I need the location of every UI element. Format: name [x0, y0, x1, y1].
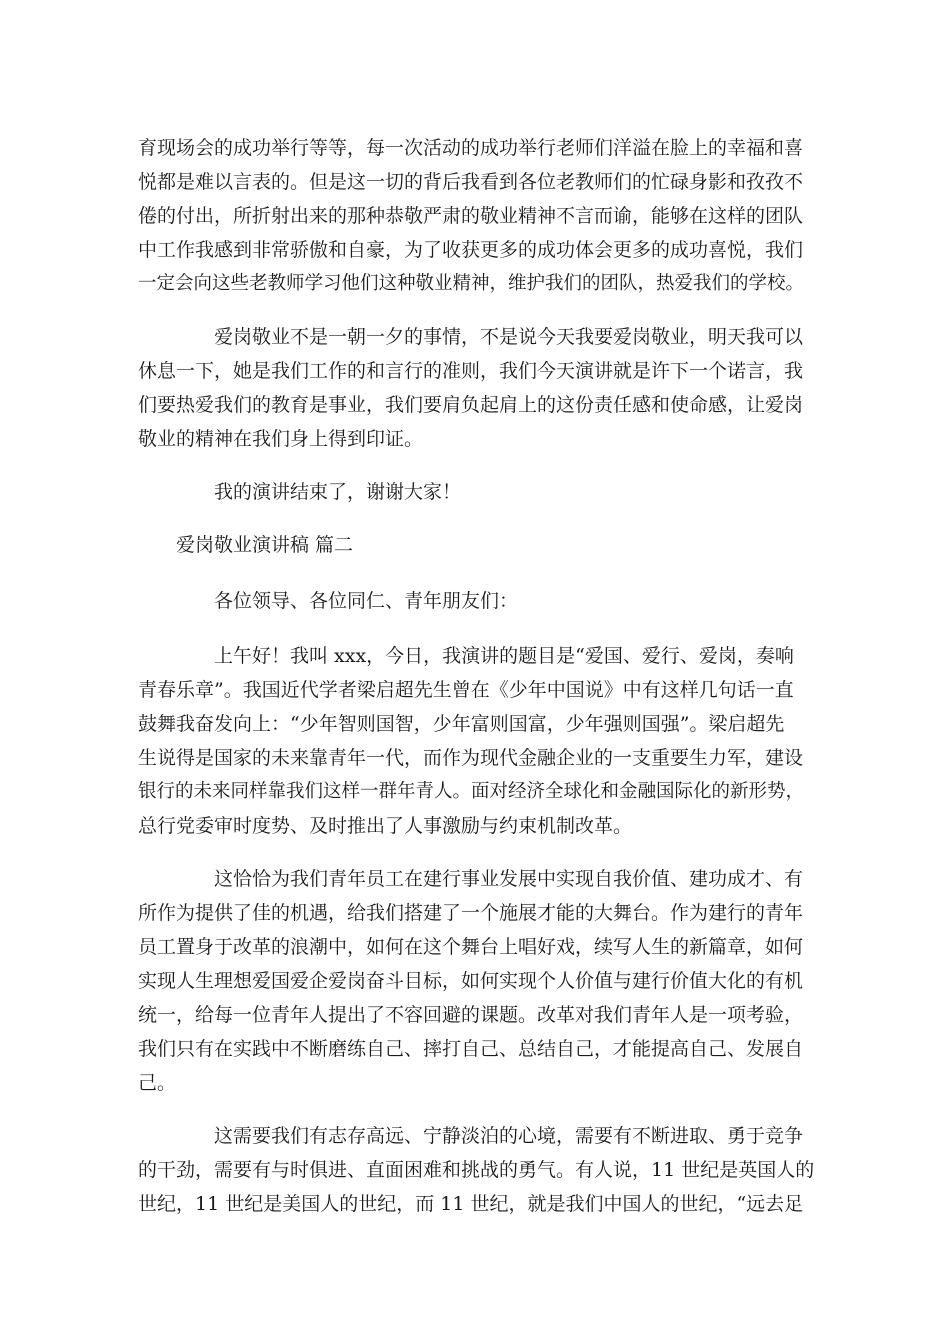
text-line: 鼓舞我奋发向上：“少年智则国智，少年富则国富，少年强则国强”。梁启超先: [138, 713, 785, 735]
text-line: 爱岗敬业不是一朝一夕的事情，不是说今天我要爱岗敬业，明天我可以: [214, 326, 804, 348]
text-line: 银行的未来同样靠我们这样一群年青人。面对经济全球化和金融国际化的新形势，: [138, 781, 805, 802]
text-line: 上午好！我叫 xxx，今日，我演讲的题目是“爱国、爱行、爱岗，奏响: [214, 645, 794, 667]
text-line: 休息一下，她是我们工作的和言行的准则，我们今天演讲就是许下一个诺言，我: [138, 360, 804, 382]
text-line: 世纪，11 世纪是美国人的世纪，而 11 世纪，就是我们中国人的世纪，“远去足: [138, 1193, 804, 1215]
text-line: 一定会向这些老教师学习他们这种敬业精神，维护我们的团队，热爱我们的学校。: [138, 273, 805, 294]
text-line: 总行党委审时度势、及时推出了人事激励与约束机制改革。: [138, 815, 633, 837]
text-line: 所作为提供了佳的机遇，给我们搭建了一个施展才能的大舞台。作为建行的青年: [138, 902, 804, 924]
text-line: 我们只有在实践中不断磨练自己、摔打自己、总结自己，才能提高自己、发展自: [138, 1038, 804, 1060]
section-heading: 爱岗敬业演讲稿 篇二: [176, 534, 354, 556]
text-line: 青春乐章”。我国近代学者梁启超先生曾在《少年中国说》中有这样几句话一直: [138, 679, 794, 701]
text-line: 我的演讲结束了，谢谢大家！: [214, 481, 462, 503]
text-line: 统一，给每一位青年人提出了不容回避的课题。改革对我们青年人是一项考验，: [138, 1004, 804, 1026]
salutation: 各位领导、各位同仁、青年朋友们：: [214, 590, 519, 612]
text-line: 的干劲，需要有与时俱进、直面困难和挑战的勇气。有人说，11 世纪是英国人的: [138, 1159, 815, 1181]
text-line: 悦都是难以言表的。但是这一切的背后我看到各位老教师们的忙碌身影和孜孜不: [138, 171, 804, 193]
text-line: 倦的付出，所折射出来的那种恭敬严肃的敬业精神不言而谕，能够在这样的团队: [138, 205, 804, 227]
text-line: 员工置身于改革的浪潮中，如何在这个舞台上唱好戏，续写人生的新篇章，如何: [138, 936, 804, 958]
text-line: 这恰恰为我们青年员工在建行事业发展中实现自我价值、建功成才、有: [214, 868, 804, 890]
text-line: 生说得是国家的未来靠青年一代，而作为现代金融企业的一支重要生力军，建设: [138, 747, 804, 769]
text-line: 们要热爱我们的教育是事业，我们要肩负起肩上的这份责任感和使命感，让爱岗: [138, 394, 804, 416]
text-line: 实现人生理想爱国爱企爱岗奋斗目标，如何实现个人价值与建行价值大化的有机: [138, 970, 804, 992]
text-line: 这需要我们有志存高远、宁静淡泊的心境，需要有不断进取、勇于竞争: [214, 1125, 804, 1147]
text-line: 敬业的精神在我们身上得到印证。: [138, 428, 424, 450]
text-line: 育现场会的成功举行等等，每一次活动的成功举行老师们洋溢在脸上的幸福和喜: [138, 137, 804, 159]
text-line: 中工作我感到非常骄傲和自豪，为了收获更多的成功体会更多的成功喜悦，我们: [138, 239, 804, 261]
text-line: 己。: [138, 1072, 177, 1094]
